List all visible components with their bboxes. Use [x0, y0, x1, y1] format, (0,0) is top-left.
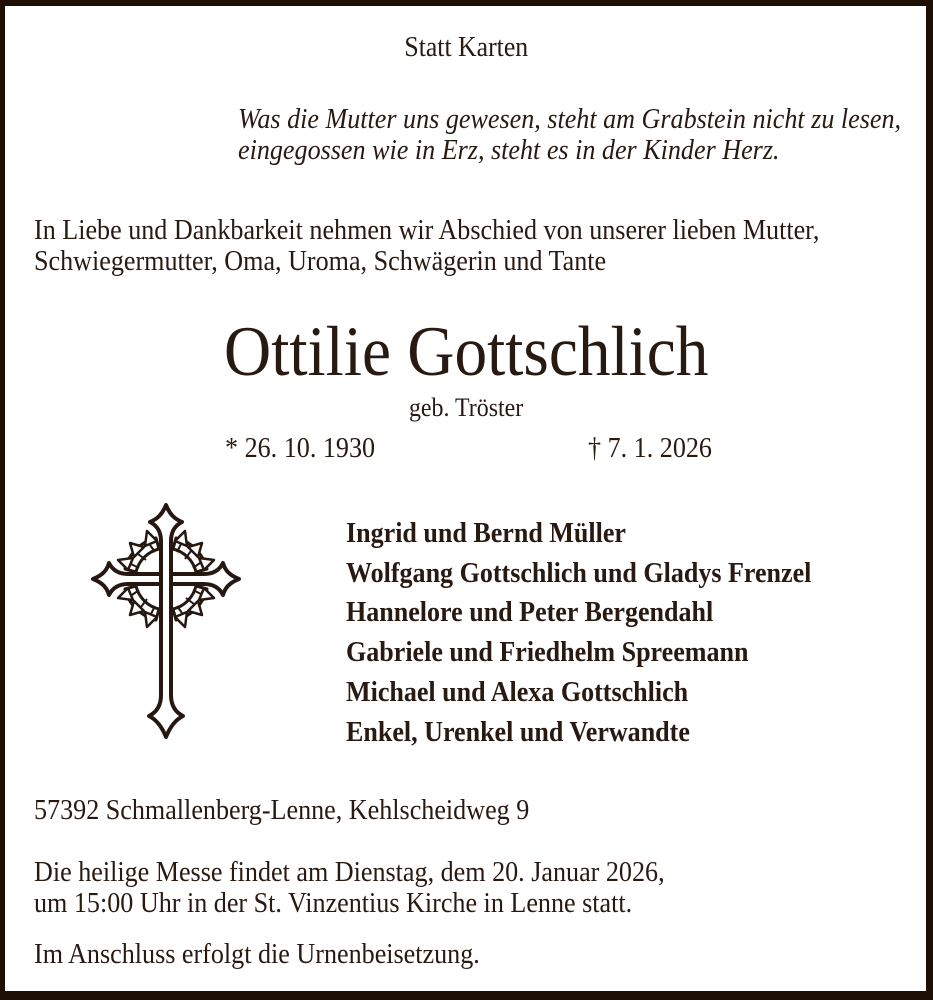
mourner-line: Enkel, Urenkel und Verwandte: [346, 716, 690, 748]
verse-line-2: eingegossen wie in Erz, steht es in der Kinder Herz.: [238, 134, 780, 166]
statt-karten-heading: [0, 33, 933, 63]
cross-icon: [90, 499, 242, 743]
intro-line-1: In Liebe und Dankbarkeit nehmen wir Abschied von unserer lieben Mutter,: [34, 214, 820, 246]
death-date: [588, 433, 726, 463]
mourner-line: Gabriele und Friedhelm Spreemann: [346, 637, 749, 669]
mourner-line: Ingrid und Bernd Müller: [346, 518, 626, 549]
birth-date: [225, 433, 392, 463]
service-line-1: Die heilige Messe findet am Dienstag, dem 20. Januar 2026,: [34, 856, 665, 888]
birth-date-text: * 26. 10. 1930: [225, 432, 376, 464]
memorial-verse: [238, 104, 933, 166]
service-line-2: um 15:00 Uhr in der St. Vinzentius Kirche in Lenne statt.: [34, 887, 633, 919]
death-date-text: † 7. 1. 2026: [588, 432, 712, 464]
intro-paragraph: [34, 215, 907, 277]
service-announcement: [34, 857, 735, 919]
address-line: [34, 795, 584, 826]
verse-line-1: Was die Mutter uns gewesen, steht am Grabstein nicht zu lesen,: [238, 103, 902, 135]
statt-karten-text: Statt Karten: [404, 32, 529, 63]
closing-text: Im Anschluss erfolgt die Urnenbeisetzung.: [34, 938, 480, 970]
address-text: 57392 Schmallenberg-Lenne, Kehlscheidweg 9: [34, 794, 530, 826]
mourner-line: Michael und Alexa Gottschlich: [346, 676, 689, 708]
ornate-cross-illustration: [90, 499, 242, 743]
closing-line: [34, 939, 529, 970]
mourner-line: Hannelore und Peter Bergendahl: [346, 597, 714, 629]
deceased-name-text: Ottilie Gottschlich: [224, 313, 709, 391]
deceased-name: [0, 313, 933, 391]
intro-line-2: Schwiegermutter, Oma, Uroma, Schwägerin und Tante: [34, 245, 607, 277]
mourner-line: Wolfgang Gottschlich und Gladys Frenzel: [346, 557, 812, 589]
maiden-name-text: geb. Tröster: [409, 393, 524, 422]
maiden-name: [0, 394, 933, 421]
mourners-list: [346, 514, 811, 752]
